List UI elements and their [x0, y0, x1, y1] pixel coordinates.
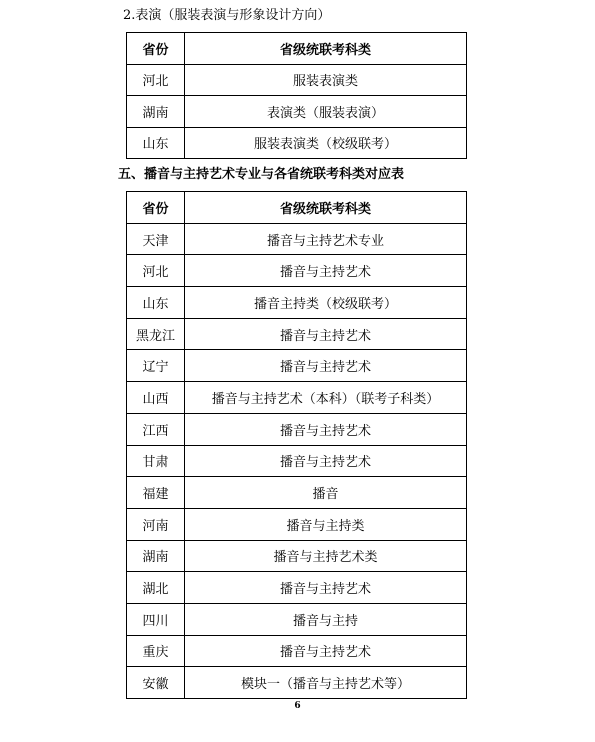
province-cell: 湖南 [127, 96, 185, 128]
table-row [127, 255, 467, 287]
header-exam-category: 省级统联考科类 [185, 33, 467, 65]
table-row [127, 287, 467, 319]
table-row [127, 445, 467, 477]
province-cell: 河南 [127, 508, 185, 540]
subheading: 2.表演（服装表演与形象设计方向） [123, 8, 331, 23]
category-cell: 播音与主持艺术 [185, 350, 467, 382]
table-row [127, 572, 467, 604]
province-cell: 河北 [127, 255, 185, 287]
province-cell: 河北 [127, 64, 185, 96]
province-cell: 江西 [127, 413, 185, 445]
category-cell: 播音主持类（校级联考） [185, 287, 467, 319]
table-row [127, 413, 467, 445]
province-cell: 山西 [127, 382, 185, 414]
table-row [127, 223, 467, 255]
province-cell: 甘肃 [127, 445, 185, 477]
province-cell: 四川 [127, 603, 185, 635]
category-cell: 播音与主持艺术类 [185, 540, 467, 572]
province-cell: 天津 [127, 223, 185, 255]
category-cell: 播音 [185, 477, 467, 509]
table-row [127, 64, 467, 96]
province-cell: 重庆 [127, 635, 185, 667]
province-cell: 山东 [127, 127, 185, 159]
table-row [127, 96, 467, 128]
category-cell: 播音与主持 [185, 603, 467, 635]
category-cell: 播音与主持艺术 [185, 318, 467, 350]
table-row [127, 350, 467, 382]
header-province: 省份 [127, 192, 185, 224]
category-cell: 播音与主持艺术（本科）（联考子科类） [185, 382, 467, 414]
table-header-row [127, 192, 467, 224]
header-exam-category: 省级统联考科类 [185, 192, 467, 224]
table-row [127, 540, 467, 572]
province-cell: 福建 [127, 477, 185, 509]
category-cell: 服装表演类 [185, 64, 467, 96]
category-cell: 播音与主持艺术 [185, 572, 467, 604]
table-row [127, 382, 467, 414]
section-heading: 五、播音与主持艺术专业与各省统联考科类对应表 [118, 167, 405, 182]
category-cell: 播音与主持艺术 [185, 413, 467, 445]
table-row [127, 603, 467, 635]
province-cell: 辽宁 [127, 350, 185, 382]
category-cell: 播音与主持类 [185, 508, 467, 540]
table-row [127, 477, 467, 509]
province-cell: 山东 [127, 287, 185, 319]
province-cell: 黑龙江 [127, 318, 185, 350]
table-header-row [127, 33, 467, 65]
category-cell: 播音与主持艺术专业 [185, 223, 467, 255]
table-row [127, 318, 467, 350]
table-row [127, 127, 467, 159]
category-cell: 播音与主持艺术 [185, 635, 467, 667]
table-row [127, 667, 467, 699]
province-cell: 湖南 [127, 540, 185, 572]
province-cell: 湖北 [127, 572, 185, 604]
category-cell: 表演类（服装表演） [185, 96, 467, 128]
table-row [127, 508, 467, 540]
page-number: 6 [294, 701, 301, 711]
broadcasting-hosting-table [126, 191, 467, 699]
table-row [127, 635, 467, 667]
category-cell: 模块一（播音与主持艺术等） [185, 667, 467, 699]
category-cell: 播音与主持艺术 [185, 445, 467, 477]
costume-performance-table [126, 32, 467, 159]
category-cell: 服装表演类（校级联考） [185, 127, 467, 159]
header-province: 省份 [127, 33, 185, 65]
province-cell: 安徽 [127, 667, 185, 699]
category-cell: 播音与主持艺术 [185, 255, 467, 287]
